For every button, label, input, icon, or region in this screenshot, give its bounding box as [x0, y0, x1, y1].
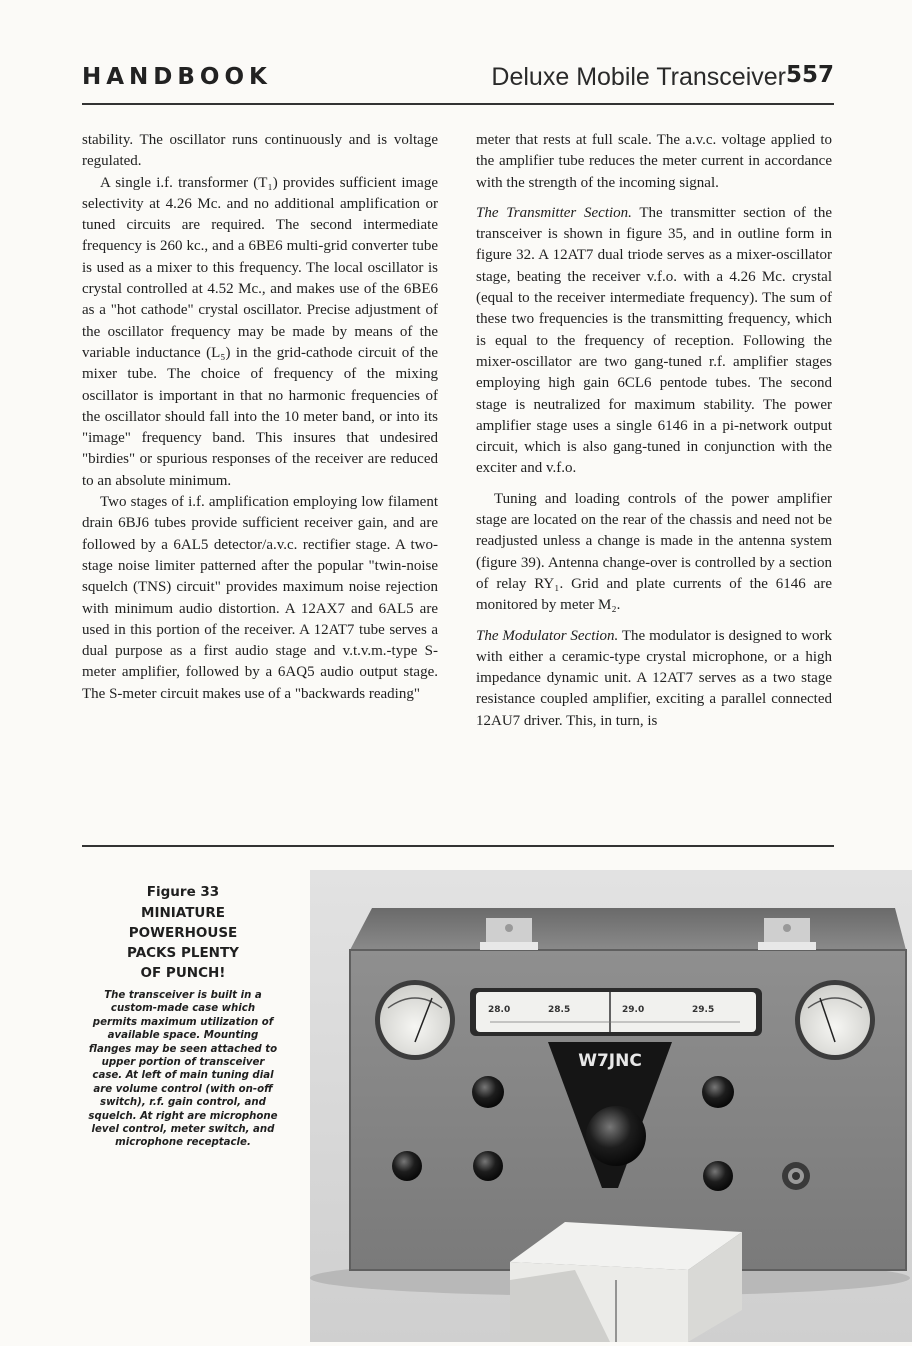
microphone-receptacle [782, 1162, 810, 1190]
dial-tick-28-5: 28.5 [548, 1005, 571, 1015]
modulator-section-paragraph [476, 626, 832, 732]
figure-title-line-3: PACKS PLENTY [127, 945, 239, 961]
left-column [82, 130, 438, 705]
mic-level-knob [702, 1076, 734, 1108]
figure-title-line-1: MINIATURE [141, 905, 225, 921]
s-meter [375, 980, 455, 1060]
section-rule [82, 845, 834, 847]
tuning-knob [586, 1106, 646, 1166]
meter-switch-knob [703, 1161, 733, 1191]
volume-knob [472, 1076, 504, 1108]
mounting-flange-left [480, 918, 538, 950]
running-head-title: Deluxe Mobile Transceiver [491, 63, 786, 91]
dial-tick-29-0: 29.0 [622, 1005, 645, 1015]
dial-tick-28-0: 28.0 [488, 1005, 511, 1015]
right-column [476, 130, 832, 732]
transmitter-section-text: The transmitter section of the transceiver is shown in figure 35, and in outline form in figure 32. A 12AT7 dual triode serves as a mixer-oscillator stage, beating the receiver v.f.o. with a 4.26 Mc. crystal (equal to the receiver intermediate frequency). The sum of these two frequencies is the transmitting frequency, which is equal to the frequency of reception. Following the mixer-oscillator are two gang-tuned r.f. amplifier stages employing high gain 6CL6 pentode tubes. The second stage is neutralized for maximum stability. The power amplifier stage uses a single 6146 in a pi-network output circuit, which is also gang-tuned in conjunction with the exciter and v.f.o. [476, 204, 832, 477]
right-paragraph-1: meter that rests at full scale. The a.v.c. voltage applied to the amplifier tube reduces the meter current in accordance with the strength of the incoming signal. [476, 132, 832, 191]
left-paragraph-3: Two stages of i.f. amplification employing low filament drain 6BJ6 tubes provide sufficient receiver gain, and are followed by a 6AL5 detector/a.v.c. rectifier stage. A two-stage noise limiter patterned after the popular "twin-noise squelch (TNS) circuit" provides maximum noise rejection with minimum audio distortion. A 12AX7 and 6AL5 are used in this portion of the receiver. A 12AT7 tube serves a dual purpose as a first audio stage and v.t.v.m.-type S-meter amplifier, followed by a 6AQ5 audio output stage. The S-meter circuit makes use of a "backwards reading" [82, 494, 438, 702]
squelch-knob [473, 1151, 503, 1181]
left-paragraph-2: A single i.f. transformer (T₁) provides sufficient image selectivity at 4.26 Mc. and no additional amplification or tuned circuits are required. The second intermediate frequency is 260 kc., and a 6BE6 multi-grid converter tube is used as a mixer to this frequency. The local oscillator is crystal controlled at 4.52 Mc., and makes use of the 6BE6 as a "hot cathode" crystal oscillator. Precise adjustment of the oscillator frequency may be made by means of the variable inductance (L₅) in the grid-cathode circuit of the mixer tube. The choice of frequency of the mixing oscillator is important in that no harmonic frequencies of the oscillator should fall into the 10 meter band, or into its "image" frequency band. This insures that undesired "birdies" or spurious responses of the receiver are reduced to an absolute minimum. [82, 174, 438, 489]
figure-title-line-4: OF PUNCH! [140, 965, 226, 981]
figure-number: Figure 33 [146, 884, 220, 900]
transmitter-section-paragraph [476, 203, 832, 480]
transceiver-illustration [310, 870, 912, 1342]
dial-tick-29-5: 29.5 [692, 1005, 715, 1015]
plate-current-meter [795, 980, 875, 1060]
page-number: 557 [785, 62, 834, 88]
case-top [350, 908, 906, 950]
main-tuning-dial [470, 988, 762, 1036]
modulator-section-text: The modulator is designed to work with either a ceramic-type crystal microphone, or a high impedance dynamic unit. A 12AT7 serves as a two stage resistance coupled amplifier, exciting a parallel connected 12AU7 driver. This, in turn, is [476, 627, 832, 729]
transceiver-photo [310, 870, 912, 1342]
transmitter-section-heading: The Transmitter Section. [476, 204, 632, 221]
page-header [82, 62, 834, 102]
modulator-section-heading: The Modulator Section. [476, 627, 619, 644]
figure-title-line-2: POWERHOUSE [128, 925, 238, 941]
running-head-handbook: HANDBOOK [82, 64, 272, 90]
callsign-label: W7JNC [578, 1051, 642, 1071]
header-rule [82, 103, 834, 105]
figure-caption [88, 884, 278, 1150]
rf-gain-knob [392, 1151, 422, 1181]
figure-caption-text: The transceiver is built in a custom-made case which permits maximum utilization of available space. Mounting flanges may be seen attached to upper portion of transceiver case. At left of main tuning dial are volume control (with on-off switch), r.f. gain control, and squelch. At right are microphone level control, meter switch, and microphone receptacle. [88, 990, 278, 1149]
right-paragraph-3: Tuning and loading controls of the power amplifier stage are located on the rear of the chassis and need not be readjusted unless a change is made in the antenna system (figure 39). Antenna change-over is controlled by a section of relay RY₁. Grid and plate currents of the 6146 are monitored by meter M₂. [476, 490, 832, 614]
mounting-flange-right [758, 918, 816, 950]
cigarette-pack [510, 1222, 742, 1342]
left-paragraph-1: stability. The oscillator runs continuously and is voltage regulated. [82, 132, 438, 170]
